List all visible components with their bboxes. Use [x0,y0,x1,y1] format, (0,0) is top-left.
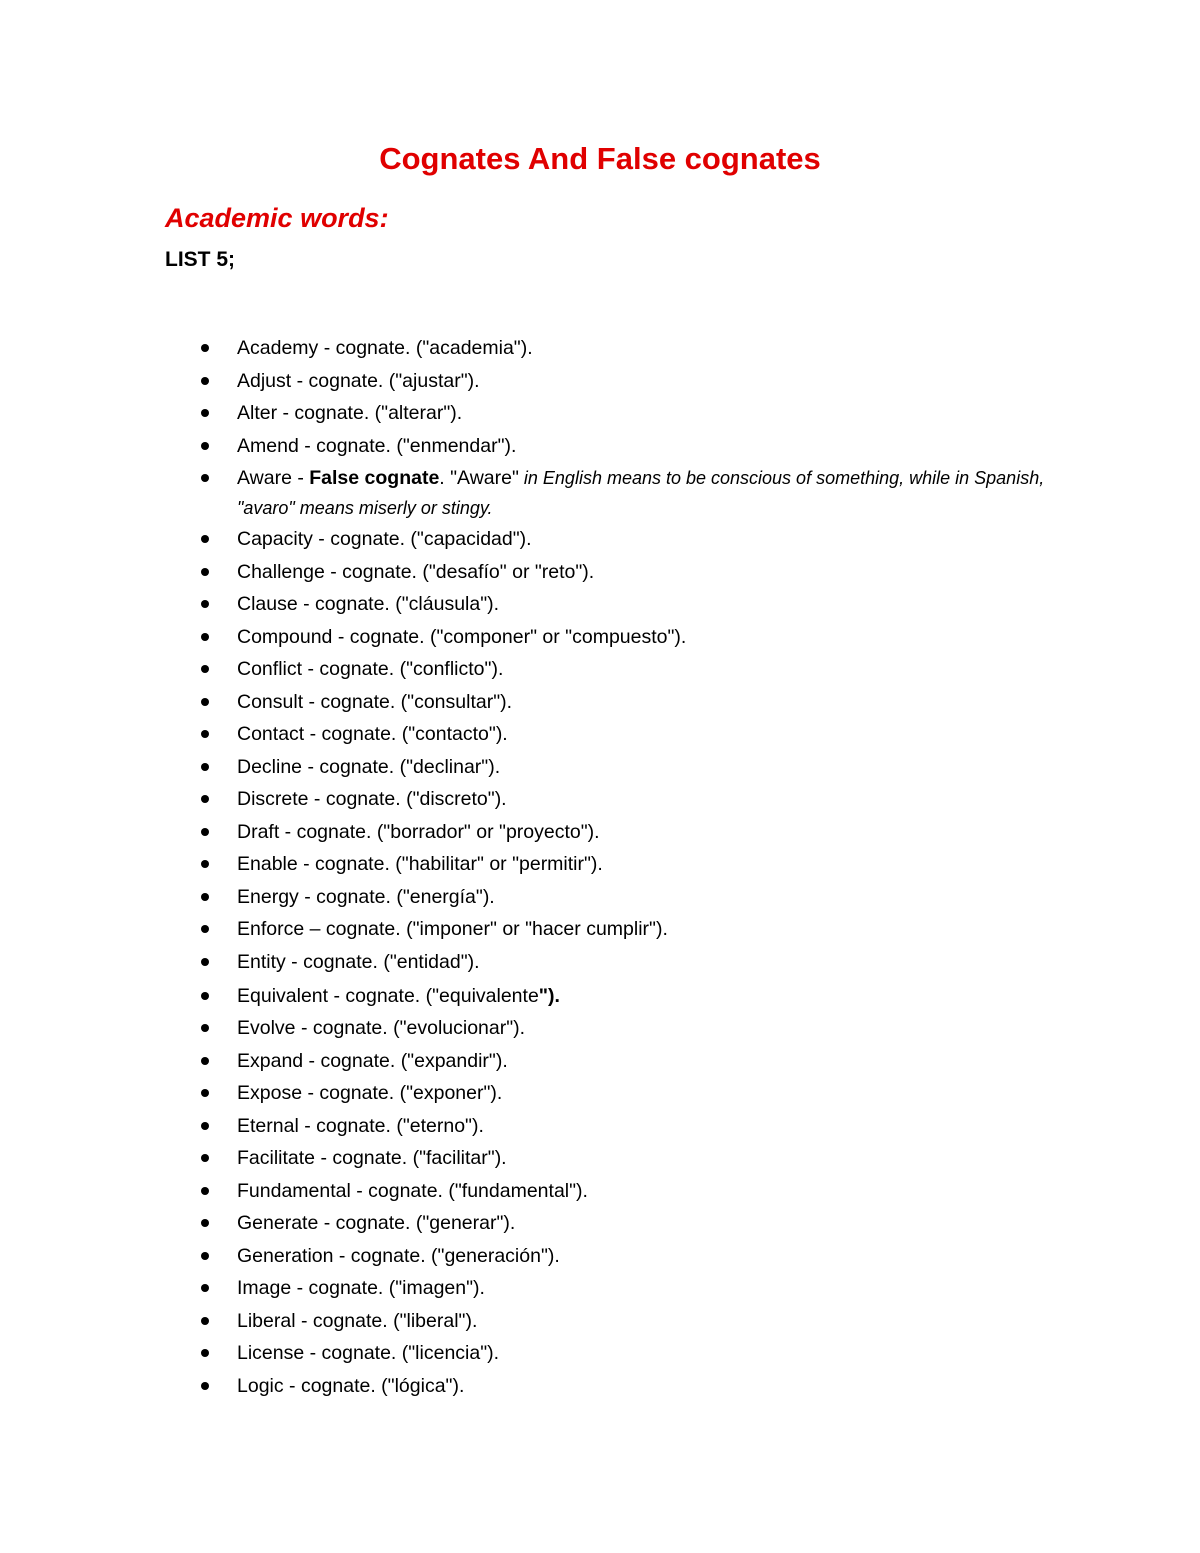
entry-text: Clause - cognate. ("cláusula"). [237,593,500,615]
entry-text: Energy - cognate. ("energía"). [237,885,495,908]
entry-text: Contact - cognate. ("contacto"). [237,723,508,745]
entry-text: Evolve - cognate. ("evolucionar"). [237,1017,526,1039]
entry-text: Alter - cognate. ("alterar"). [237,402,463,424]
bullet-icon [201,992,209,1000]
bullet-icon [201,1089,209,1097]
bullet-icon [201,795,209,803]
bullet-icon [201,474,209,482]
list-item [0,557,1200,590]
list-item [0,1371,1200,1404]
entry-text: Generation - cognate. ("generación"). [237,1244,560,1267]
bullet-icon [201,535,209,543]
bullet-icon [201,442,209,450]
section-heading: Academic words: [165,203,389,233]
list-item [0,589,1200,622]
list-item [0,398,1200,431]
entry-text: Academy - cognate. ("academia"). [237,337,533,359]
bullet-icon [201,730,209,738]
bullet-icon [201,1187,209,1195]
false-cognate-label: False cognate [309,467,440,489]
entry-text: Discrete - cognate. ("discreto"). [237,788,507,810]
entry-text: Draft - cognate. ("borrador" or "proyecto"). [237,820,600,843]
list-item [0,1176,1200,1209]
bullet-icon [201,665,209,673]
entry-text: Consult - cognate. ("consultar"). [237,690,513,713]
entry-text: Liberal - cognate. ("liberal"). [237,1309,478,1332]
bullet-icon [201,1057,209,1065]
entry-text: License - cognate. ("licencia"). [237,1342,500,1364]
list-item [0,1013,1200,1046]
entry-text: Capacity - cognate. ("capacidad"). [237,528,532,550]
list-item [0,431,1200,464]
bullet-icon [201,1122,209,1130]
list-item [0,784,1200,817]
list-item-false-cognate [0,463,1200,524]
list-item [0,654,1200,687]
bullet-icon [201,925,209,933]
cognate-list [0,333,1200,1403]
bullet-icon [201,633,209,641]
list-item [0,914,1200,947]
list-item [0,947,1200,980]
list-item [0,1338,1200,1371]
entry-text: Facilitate - cognate. ("facilitar"). [237,1147,507,1169]
entry-text: Image - cognate. ("imagen"). [237,1277,485,1299]
list-item [0,1273,1200,1306]
entry-text: Fundamental - cognate. ("fundamental"). [237,1179,588,1202]
bullet-icon [201,1382,209,1390]
entry-text: Decline - cognate. ("declinar"). [237,755,501,778]
entry-text: Amend - cognate. ("enmendar"). [237,434,517,457]
bullet-icon [201,1252,209,1260]
entry-text: Equivalent - cognate. ("equivalente [237,985,539,1007]
list-item [0,1046,1200,1079]
list-item [0,366,1200,399]
list-item [0,882,1200,915]
list-item [0,1143,1200,1176]
list-item [0,817,1200,850]
list-item [0,1078,1200,1111]
list-item [0,979,1200,1013]
list-item [0,524,1200,557]
bullet-icon [201,344,209,352]
entry-text: Enforce – cognate. ("imponer" or "hacer cumplir"). [237,918,668,940]
bullet-icon [201,1317,209,1325]
list-item [0,719,1200,752]
bullet-icon [201,828,209,836]
bullet-icon [201,600,209,608]
list-item [0,752,1200,785]
list-item [0,849,1200,882]
entry-text: Expose - cognate. ("exponer"). [237,1082,503,1104]
bullet-icon [201,1154,209,1162]
entry-text: Challenge - cognate. ("desafío" or "reto"). [237,560,595,583]
entry-text: Enable - cognate. ("habilitar" or "permitir"). [237,853,603,875]
bullet-icon [201,1219,209,1227]
bullet-icon [201,763,209,771]
list-item [0,1111,1200,1144]
entry-text: Adjust - cognate. ("ajustar"). [237,369,480,392]
bullet-icon [201,860,209,868]
document-title: Cognates And False cognates [379,141,821,176]
list-item [0,1306,1200,1339]
bullet-icon [201,377,209,385]
entry-word: Aware - [237,467,310,489]
entry-note: in English means to be conscious of something, while in Spanish, "avaro" means miserly or stingy. [237,468,1045,518]
list-item [0,687,1200,720]
entry-text: Eternal - cognate. ("eterno"). [237,1114,484,1137]
bullet-icon [201,893,209,901]
entry-text: Generate - cognate. ("generar"). [237,1212,516,1234]
list-item [0,1241,1200,1274]
bullet-icon [201,1349,209,1357]
entry-text-bold: "). [538,985,560,1007]
entry-text: Logic - cognate. ("lógica"). [237,1374,465,1397]
bullet-icon [201,568,209,576]
bullet-icon [201,409,209,417]
bullet-icon [201,1024,209,1032]
list-item [0,333,1200,366]
entry-text: Entity - cognate. ("entidad"). [237,950,480,973]
entry-text: Conflict - cognate. ("conflicto"). [237,658,504,680]
bullet-icon [201,1284,209,1292]
entry-text: Compound - cognate. ("componer" or "compuesto"). [237,625,687,648]
list-item [0,1208,1200,1241]
entry-text: Expand - cognate. ("expandir"). [237,1049,508,1072]
entry-quote: . "Aware" [439,467,519,489]
list-item [0,622,1200,655]
list-label: LIST 5; [165,248,236,271]
bullet-icon [201,958,209,966]
bullet-icon [201,698,209,706]
